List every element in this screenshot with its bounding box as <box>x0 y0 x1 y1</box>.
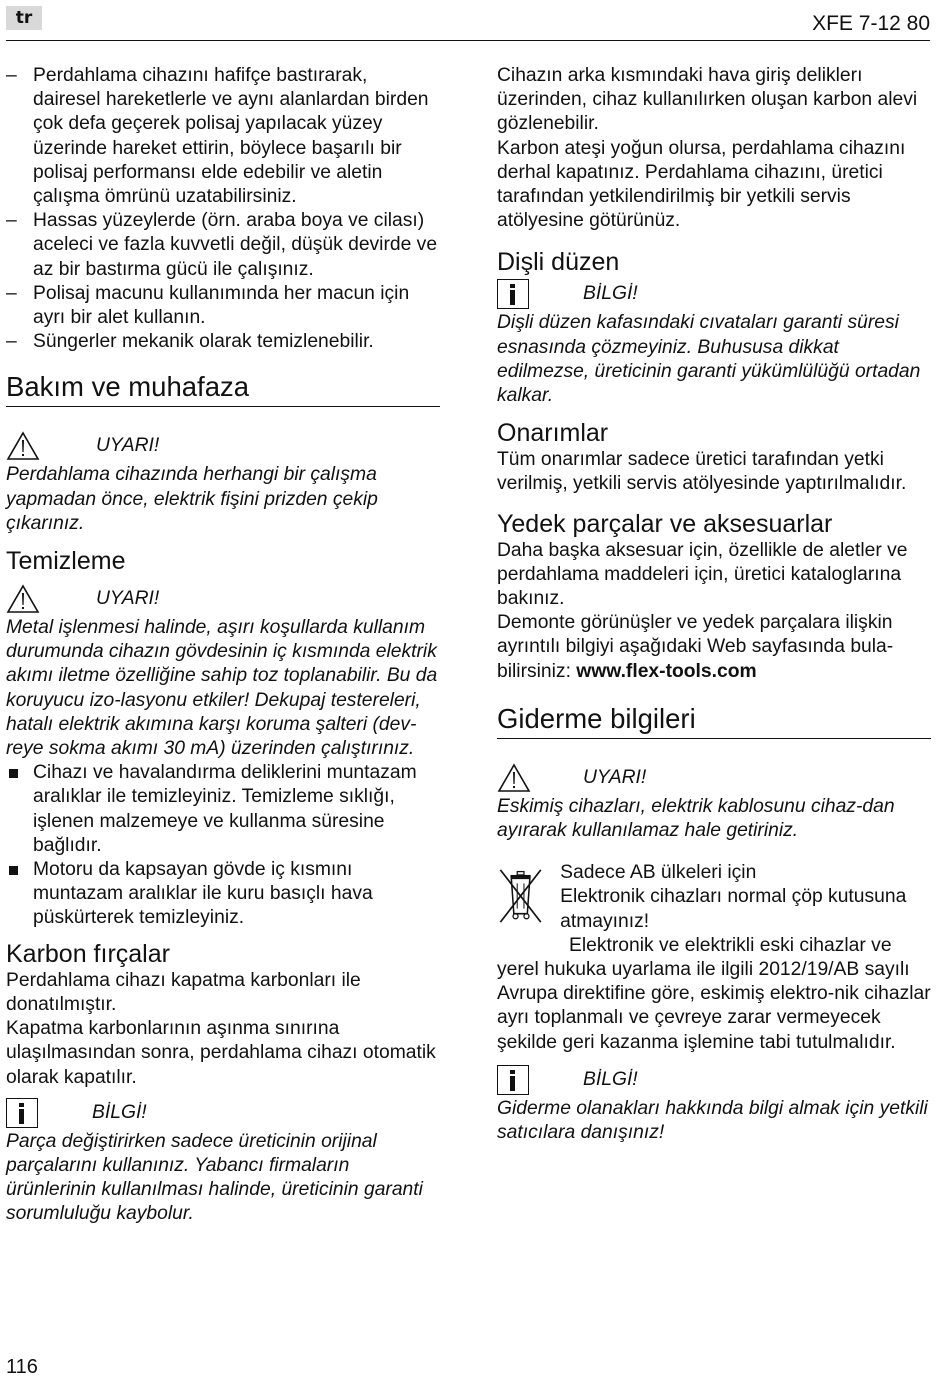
section-title-disposal: Giderme bilgileri <box>497 702 931 739</box>
info-icon <box>497 1065 529 1095</box>
warning-text: Perdahlama cihazında herhangi bir çalışma yapmadan önce, elektrik fişini prizden çekip çıkarınız. <box>6 464 378 534</box>
warning-notice <box>6 429 440 463</box>
list-item: – Polisaj macunu kullanımında her macun için ayrı bir alet kullanın. <box>6 282 440 330</box>
warning-triangle-icon <box>497 763 531 793</box>
website-link[interactable]: www.flex-tools.com <box>576 660 757 682</box>
warning-triangle-icon <box>6 431 40 461</box>
paragraph: Perdahlama cihazı kapatma karbonları ile donatılmıştır. <box>6 969 361 1015</box>
section-title-repairs: Onarımlar <box>497 419 609 448</box>
weee-block <box>497 861 931 934</box>
language-badge: tr <box>6 6 42 30</box>
info-notice <box>497 1063 931 1097</box>
page-number: 116 <box>6 1356 38 1378</box>
warning-label: UYARI! <box>96 435 160 457</box>
info-icon <box>6 1098 38 1128</box>
list-item: – Perdahlama cihazını hafifçe bastırarak, dairesel hareketlerle ve aynı alanlardan birden çok defa geçerek polisaj yapılacak yüzey üzerinde hareket ettirin, böylece başarılı bir polisaj performansı elde edebilir ve aletin çalışma ömrünü uzatabilirsiniz. <box>6 64 440 209</box>
header-divider <box>6 40 930 41</box>
section-title-spare-parts: Yedek parçalar ve aksesuarlar <box>497 509 833 538</box>
crossed-out-bin-icon <box>497 861 544 931</box>
info-label: BİLGİ! <box>92 1101 147 1123</box>
warning-text: Metal işlenmesi halinde, aşırı koşullarda kullanım durumunda cihazın gövdesinin iç kısmında elektrik akımı iletme özelliğine sahip toz toplanabilir. Bu da koruyucu izo-lasyonu etkiler! Dekupaj testereleri, hatalı elektrik akımına karşı koruma şalteri (dev-reye sokma akımı 30 mA) üzerinden çalıştırınız. <box>6 617 438 760</box>
warning-triangle-icon <box>6 584 40 614</box>
list-item: – Süngerler mekanik olarak temizlenebilir. <box>6 330 440 354</box>
left-column <box>6 64 440 1227</box>
paragraph <box>497 611 931 684</box>
list-item: Motoru da kapsayan gövde iç kısmını muntazam aralıklar ile kuru basıçlı hava püskürterek temizleyiniz. <box>6 858 440 931</box>
list-item: – Hassas yüzeylerde (örn. araba boya ve cilası) aceleci ve fazla kuvvetli değil, düşük devirde ve az bir bastırma gücü ile çalışınız. <box>6 209 440 282</box>
weee-notice <box>560 861 931 934</box>
info-notice <box>497 277 931 311</box>
list-item: Cihazı ve havalandırma deliklerini muntazam aralıklar ile temizleyiniz. Temizleme sıklığı, işlenen malzemeye ve kullanma süresine bağlıdır. <box>6 761 440 858</box>
eu-bin-text: Elektronik cihazları normal çöp kutusuna atmayınız! <box>560 886 907 932</box>
paragraph: Karbon ateşi yoğun olursa, perdahlama cihazını derhal kapatınız. Perdahlama cihazını, üretici tarafından yetkilendirilmiş bir yetkili servis atölyesine götürünüz. <box>497 137 906 232</box>
intro-list <box>6 64 440 354</box>
info-icon <box>497 279 529 309</box>
paragraph: Daha başka aksesuar için, özellikle de aletler ve perdahlama maddeleri için, üretici kataloglarına bakınız. <box>497 539 908 610</box>
section-title-gear: Dişli düzen <box>497 248 620 277</box>
paragraph: Tüm onarımlar sadece üretici tarafından yetki verilmiş, yetkili servis atölyesinde yaptırılmalıdır. <box>497 449 907 495</box>
warning-label: UYARI! <box>96 588 160 610</box>
info-label: BİLGİ! <box>583 283 638 305</box>
section-title-maintenance: Bakım ve muhafaza <box>6 370 440 407</box>
spare-parts-text: Demonte görünüşler ve yedek parçalara ilişkin ayrıntılı bilgiyi aşağıdaki Web sayfasında bula-bilirsiniz: <box>497 612 894 682</box>
info-text: Dişli düzen kafasındaki cıvataları garanti süresi esnasında çözmeyiniz. Buhususa dikkat edilmezse, üreticinin garanti yükümlülüğü ortadan kalkar. <box>497 312 921 407</box>
warning-notice <box>497 761 931 795</box>
info-notice <box>6 1096 440 1130</box>
info-text: Giderme olanakları hakkında bilgi almak için yetkili satıcılara danışınız! <box>497 1097 928 1144</box>
section-title-cleaning: Temizleme <box>6 547 126 576</box>
warning-text: Eskimiş cihazları, elektrik kablosunu cihaz-dan ayırarak kullanılamaz hale getiriniz. <box>497 795 895 842</box>
section-title-carbon-brushes: Karbon fırçalar <box>6 939 170 968</box>
warning-notice <box>6 582 440 616</box>
eu-only-text: Sadece AB ülkeleri için <box>560 862 757 884</box>
paragraph: Cihazın arka kısmındaki hava giriş deliklerı üzerinden, cihaz kullanılırken oluşan karbon alevi gözlenebilir. <box>497 65 918 135</box>
cleaning-list <box>6 761 440 930</box>
paragraph: Kapatma karbonlarının aşınma sınırına ulaşılmasından sonra, perdahlama cihazı otomatik olarak kapatılır. <box>6 1018 436 1088</box>
info-text: Parça değiştirirken sadece üreticinin orijinal parçalarını kullanınız. Yabancı firmaların ürünlerinin kullanılması halinde, üreticinin garanti sorumluluğu kaybolur. <box>6 1130 423 1225</box>
warning-label: UYARI! <box>583 766 647 788</box>
paragraph: Elektronik ve elektrikli eski cihazlar ve yerel hukuka uyarlama ile ilgili 2012/19/AB sayılı Avrupa direktifine göre, eskimiş elektro-nik cihazlar ayrı toplanmalı ve çevreye zarar vermeyecek şekilde geri kazanma işlemine tabi tutulmalıdır. <box>497 934 931 1053</box>
right-column <box>497 64 931 1145</box>
model-number: XFE 7-12 80 <box>812 12 930 35</box>
info-label: BİLGİ! <box>583 1068 638 1090</box>
